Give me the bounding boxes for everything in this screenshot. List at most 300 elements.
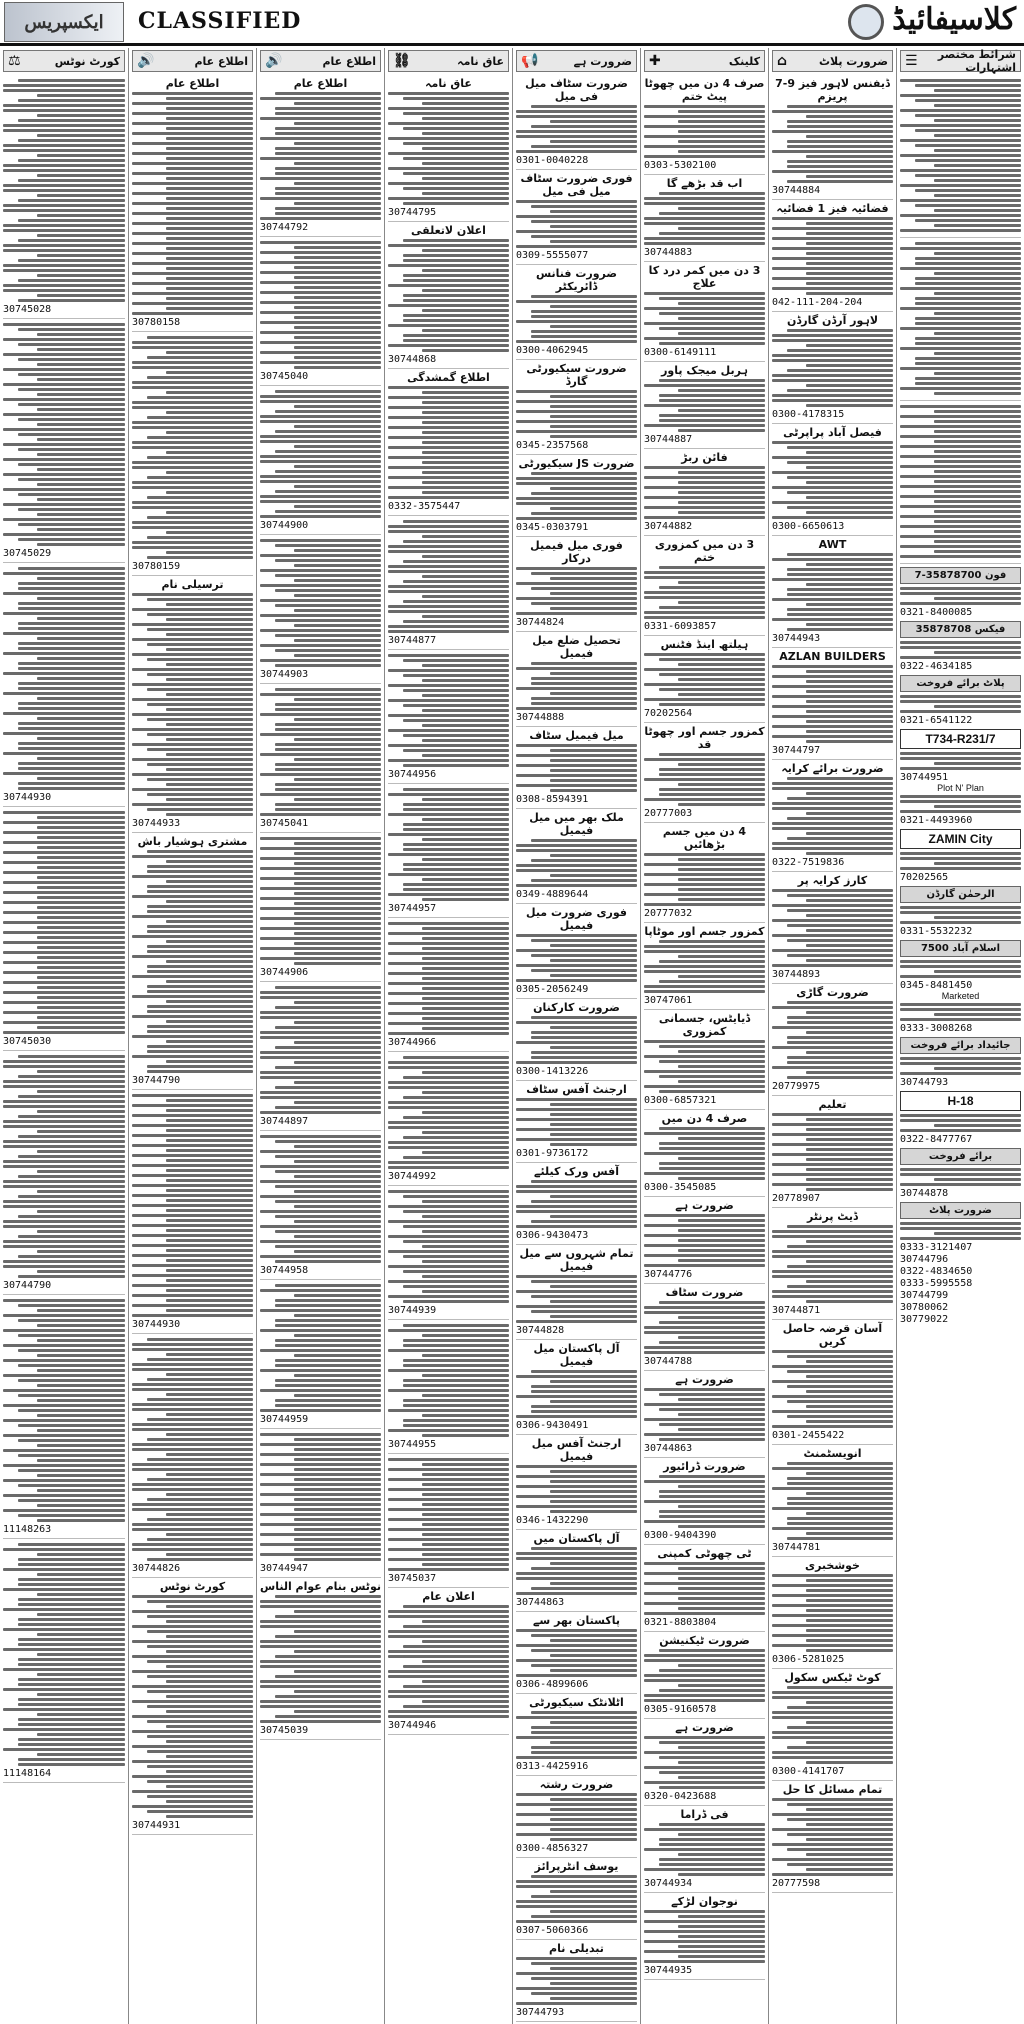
classified-ad [516, 632, 637, 727]
classified-ad [3, 563, 125, 807]
classified-ad [388, 516, 509, 650]
classified-ad [388, 1186, 509, 1320]
ad-heading: فوری ضرورت سٹاف میل فی میل [520, 172, 633, 198]
ad-heading: ضرورت ہے [675, 1373, 734, 1386]
ad-body-text [900, 1057, 1021, 1075]
ad-body-text [260, 92, 381, 220]
classified-ad [644, 1719, 765, 1806]
classified-ad [772, 1557, 893, 1669]
classified-ad [516, 1940, 637, 2022]
column-heading [260, 50, 381, 72]
ad-reference-number: 30747061 [644, 995, 693, 1006]
classified-ad [644, 536, 765, 636]
ad-reference-number: 30745041 [260, 818, 309, 829]
classified-ad [644, 1371, 765, 1458]
ad-body-text [516, 295, 637, 343]
ad-body-text [772, 889, 893, 967]
ad-body-text [516, 1098, 637, 1146]
classified-title-ur: کلاسیفائیڈ [892, 2, 1016, 37]
classified-ad [516, 170, 637, 265]
ad-body-text [772, 441, 893, 519]
ad-reference-number: 30744906 [260, 967, 309, 978]
ad-body-text [516, 390, 637, 438]
classified-ad [260, 1131, 381, 1280]
column-5 [384, 48, 512, 2024]
classified-ad [644, 1893, 765, 1980]
classified-ad [772, 1320, 893, 1445]
ad-heading: فوری میل فیمیل درکار [530, 539, 623, 565]
column-heading-text: اطلاع عام [194, 54, 248, 68]
ad-body-text [900, 695, 1021, 713]
column-heading [900, 50, 1021, 72]
ad-body-text [132, 1094, 253, 1317]
ad-heading: ڈیایٹس، جسمانی کمزوری [658, 1012, 751, 1038]
classified-ad [644, 75, 765, 175]
ad-reference-number: 30744959 [260, 1414, 309, 1425]
ad-body-text [900, 1003, 1021, 1021]
ad-reference-number: 30744943 [772, 633, 821, 644]
ad-reference-number: 30780062 [900, 1302, 949, 1313]
classified-ad [516, 537, 637, 632]
column-heading-text: کلینک [728, 54, 760, 68]
classified-ad [772, 1445, 893, 1557]
classified-ad [772, 648, 893, 760]
ad-body-text [644, 292, 765, 345]
ad-reference-number: 20779975 [772, 1081, 821, 1092]
ad-body-text [516, 1275, 637, 1323]
ad-body-text [3, 1543, 125, 1766]
classified-ad [516, 727, 637, 809]
classified-ad [772, 424, 893, 536]
section-band: پلاٹ برائے فروخت [900, 675, 1021, 692]
ad-reference-number: 30744933 [132, 818, 181, 829]
ad-reference-number: 30744828 [516, 1325, 565, 1336]
ad-body-text [388, 1056, 509, 1169]
ad-reference-number: 11148164 [3, 1768, 52, 1779]
ad-body-text [900, 1222, 1021, 1240]
ad-body-text [644, 466, 765, 519]
classified-ad [3, 807, 125, 1051]
classified-ad [132, 332, 253, 576]
ad-heading: لاہور آرڈن گارڈن [786, 314, 879, 327]
ad-body-text [772, 553, 893, 631]
ad-reference-number: 70202564 [644, 708, 693, 719]
ad-heading: اٹلانٹک سیکیورٹی [529, 1696, 624, 1709]
ad-heading: یوسف انٹرپرائز [534, 1860, 619, 1873]
ad-body-text [516, 1875, 637, 1923]
column-4 [512, 48, 640, 2024]
column-heading-text: ضرورت پلاٹ [818, 54, 888, 68]
ad-body-text [900, 641, 1021, 659]
ad-heading: ڈیفنس لاہور فیز 9-7 پریزم [775, 77, 890, 103]
ad-reference-number: 30744795 [388, 207, 437, 218]
ad-body-text [260, 539, 381, 667]
ad-reference-number: 30744871 [772, 1305, 821, 1316]
ad-reference-number: 0321-4493960 [900, 815, 973, 826]
ad-body-text [644, 1301, 765, 1354]
classified-ad [388, 369, 509, 516]
ad-reference-number: 0313-4425916 [516, 1761, 589, 1772]
ad-heading: فوری ضرورت میل فیمیل [526, 906, 627, 932]
ad-body-text [388, 239, 509, 352]
ad-reference-number: 0303-5302100 [644, 160, 717, 171]
ad-body-text [644, 853, 765, 906]
ad-body-text [3, 811, 125, 1034]
classified-ad [132, 1578, 253, 1835]
ad-body-text [260, 837, 381, 965]
ad-heading: نوٹس بنام عوام الناس [260, 1580, 381, 1593]
ad-reference-number: 0300-4856327 [516, 1843, 589, 1854]
ad-heading: اعلان عام [422, 1590, 475, 1603]
ad-reference-number: 0305-2056249 [516, 984, 589, 995]
ad-reference-number: 30744930 [3, 792, 52, 803]
ad-body-text [900, 752, 1021, 770]
ad-reference-number: 30744781 [772, 1542, 821, 1553]
classified-title-en: CLASSIFIED [138, 8, 302, 34]
section-band: فون 35878700-7 [900, 567, 1021, 584]
ad-body-text [388, 1324, 509, 1437]
section-band: فیکس 35878708 [900, 621, 1021, 638]
classified-ad [644, 362, 765, 449]
classified-ad [644, 1458, 765, 1545]
classified-ad [388, 1588, 509, 1735]
section-band: ضرورت پلاٹ [900, 1202, 1021, 1219]
house-icon: ⌂ [777, 53, 788, 69]
ad-body-text [644, 379, 765, 432]
ad-highlight-text: Marketed [941, 991, 980, 1001]
classified-ad [644, 1806, 765, 1893]
ad-heading: کوٹ ٹیکس سکول [784, 1671, 881, 1684]
ad-body-text [260, 1433, 381, 1561]
ad-body-text [516, 105, 637, 153]
ad-reference-number: 30744863 [516, 1597, 565, 1608]
classified-ad [260, 982, 381, 1131]
classified-ad [516, 1340, 637, 1435]
ad-body-text [772, 665, 893, 743]
ad-reference-number: 0322-7519836 [772, 857, 845, 868]
ad-body-text [132, 850, 253, 1073]
ad-body-text [900, 852, 1021, 870]
ad-body-text [388, 788, 509, 901]
ad-body-text [900, 906, 1021, 924]
classified-ad [644, 1284, 765, 1371]
ad-heading: فیصل آباد پراپرٹی [783, 426, 882, 439]
column-heading [132, 50, 253, 72]
ad-reference-number: 0332-3575447 [388, 501, 461, 512]
ad-reference-number: 30744931 [132, 1820, 181, 1831]
ad-reference-number: 30744934 [644, 1878, 693, 1889]
ad-reference-number: 0331-6093857 [644, 621, 717, 632]
ad-highlight-text: H-18 [900, 1091, 1021, 1111]
ad-reference-number: 11148263 [3, 1524, 52, 1535]
classified-ad [388, 784, 509, 918]
ad-reference-number: 30780158 [132, 317, 181, 328]
ad-heading: آفس ورک کیلئے [534, 1165, 619, 1178]
classified-ad [644, 723, 765, 823]
ad-reference-number: 30744956 [388, 769, 437, 780]
column-heading-text: ضرورت ہے [573, 54, 632, 68]
ad-body-text [260, 986, 381, 1114]
ad-body-text [3, 567, 125, 790]
classified-ad [644, 1010, 765, 1110]
ad-heading: AWT [818, 538, 847, 551]
ad-heading: ضرورت کارکنان [533, 1001, 620, 1014]
newspaper-logo: ایکسپریس [4, 2, 124, 42]
ad-body-text [388, 386, 509, 499]
ad-body-text [644, 1475, 765, 1528]
classified-ad [3, 75, 125, 319]
classified-ad [388, 1320, 509, 1454]
classified-ad [388, 1052, 509, 1186]
classified-ad [3, 1295, 125, 1539]
classified-ad [260, 535, 381, 684]
ad-reference-number: 20777598 [772, 1878, 821, 1889]
column-heading [388, 50, 509, 72]
ad-body-text [644, 753, 765, 806]
ad-body-text [900, 795, 1021, 813]
classified-ad [644, 1197, 765, 1284]
ad-reference-number: 0322-4834650 [900, 1266, 973, 1277]
speaker-icon: 🔊 [137, 53, 155, 69]
ad-reference-number: 0300-6857321 [644, 1095, 717, 1106]
classified-ad [388, 75, 509, 222]
list-icon: ☰ [905, 53, 918, 69]
ad-reference-number: 30744878 [900, 1188, 949, 1199]
ad-heading: فضائیہ فیز 1 فضائیہ [776, 202, 889, 215]
ad-heading: خوشخبری [805, 1559, 860, 1572]
ad-body-text [516, 1957, 637, 2005]
classified-ad [516, 904, 637, 999]
ad-reference-number: 30744957 [388, 903, 437, 914]
ad-reference-number: 30744955 [388, 1439, 437, 1450]
ad-body-text [772, 1113, 893, 1191]
ad-heading: کارز کرایہ پر [797, 874, 868, 887]
column-heading [644, 50, 765, 72]
ad-body-text [132, 92, 253, 315]
column-8 [0, 48, 128, 2024]
ad-heading: تعلیم [818, 1098, 847, 1111]
ad-body-text [516, 1465, 637, 1513]
classified-ad [516, 809, 637, 904]
ad-reference-number: 0306-5281025 [772, 1654, 845, 1665]
ad-body-text [388, 1458, 509, 1571]
ad-reference-number: 0300-4141707 [772, 1766, 845, 1777]
ad-heading: آسان قرضہ حاصل کریں [782, 1322, 883, 1348]
ad-reference-number: 0309-5555077 [516, 250, 589, 261]
classified-ad [644, 1110, 765, 1197]
ad-heading: نوجوان لڑکے [671, 1895, 738, 1908]
ad-heading: تمام مسائل کا حل [782, 1783, 883, 1796]
ad-body-text [260, 390, 381, 518]
classified-ad [132, 1334, 253, 1578]
ad-body-text [388, 1605, 509, 1718]
medical-icon: ✚ [649, 53, 661, 69]
ad-body-text [644, 566, 765, 619]
classified-ad [388, 650, 509, 784]
ad-body-text [388, 654, 509, 767]
ad-reference-number: 0320-0423688 [644, 1791, 717, 1802]
ad-reference-number: 30744797 [772, 745, 821, 756]
ad-heading: ڈیٹ پرنٹر [807, 1210, 858, 1223]
ad-heading: ہیلتھ اینڈ فٹنس [660, 638, 749, 651]
classified-ad [516, 1612, 637, 1694]
classified-ad [900, 401, 1021, 564]
ad-heading: ضرورت فنانس ڈائریکٹر [535, 267, 618, 293]
ad-heading: انویسٹمنٹ [803, 1447, 862, 1460]
ad-reference-number: 30745039 [260, 1725, 309, 1736]
ad-heading: ارجنٹ آفس سٹاف [526, 1083, 627, 1096]
classified-columns [0, 48, 1024, 2018]
ad-body-text [644, 1040, 765, 1093]
classified-ad [772, 1096, 893, 1208]
ad-reference-number: 30744826 [132, 1563, 181, 1574]
ad-reference-number: 30745029 [3, 548, 52, 559]
ad-body-text [772, 1686, 893, 1764]
ad-heading: ضرورت رشتہ [539, 1778, 614, 1791]
ad-reference-number: 0306-4899606 [516, 1679, 589, 1690]
ad-reference-number: 30744792 [260, 222, 309, 233]
classified-ad [132, 833, 253, 1090]
ad-heading: میل فیمیل سٹاف [529, 729, 624, 742]
ad-heading: ضرورت برائے کرایہ [781, 762, 884, 775]
magnifier-icon [848, 4, 884, 40]
classified-ad [260, 1578, 381, 1740]
classified-ad [260, 75, 381, 237]
ad-body-text [772, 1798, 893, 1876]
ad-body-text [772, 329, 893, 407]
ad-reference-number: 042-111-204-204 [772, 297, 863, 308]
section-band: جائیداد برائے فروخت [900, 1037, 1021, 1054]
column-heading-text: کورٹ نوٹس [54, 54, 120, 68]
ad-reference-number: 0331-5532232 [900, 926, 973, 937]
chain-icon: ⛓ [393, 53, 411, 69]
ad-body-text [3, 1299, 125, 1522]
ad-reference-number: 30744992 [388, 1171, 437, 1182]
classified-ad [516, 360, 637, 455]
ad-body-text [900, 960, 1021, 978]
section-band: الرحمٰن گارڈن [900, 886, 1021, 903]
ad-reference-number: 0322-4634185 [900, 661, 973, 672]
column-2 [768, 48, 896, 2024]
ad-heading: ترسیلی نام [161, 578, 224, 591]
ad-heading: تحصیل ضلع میل فیمیل [532, 634, 621, 660]
ad-body-text [3, 323, 125, 546]
ad-reference-number: 0321-6541122 [900, 715, 973, 726]
classified-ad [388, 1454, 509, 1588]
classified-ad [260, 237, 381, 386]
ad-heading: ملک بھر میں میل فیمیل [529, 811, 624, 837]
classified-ad [644, 923, 765, 1010]
ad-body-text [516, 567, 637, 615]
ad-body-text [772, 777, 893, 855]
ad-reference-number: 0300-4062945 [516, 345, 589, 356]
ad-heading: صرف 4 دن میں چھوٹا پیٹ ختم [644, 77, 765, 103]
classified-ad [132, 576, 253, 833]
classified-ad [516, 1163, 637, 1245]
ad-reference-number: 30744868 [388, 354, 437, 365]
classified-ad [132, 1090, 253, 1334]
ad-reference-number: 30744900 [260, 520, 309, 531]
ad-reference-number: 30744884 [772, 185, 821, 196]
speaker-icon: 🔊 [265, 53, 283, 69]
ad-body-text [516, 472, 637, 520]
ad-body-text [900, 79, 1021, 232]
ad-body-text [3, 1055, 125, 1278]
ad-reference-number: 30744788 [644, 1356, 693, 1367]
ad-reference-number: 30744877 [388, 635, 437, 646]
ad-body-text [260, 1135, 381, 1263]
classified-ad [3, 1539, 125, 1783]
ad-body-text [516, 662, 637, 710]
ad-body-text [900, 242, 1021, 395]
ad-heading: تمام شہروں سے میل فیمیل [519, 1247, 634, 1273]
ad-body-text [516, 1370, 637, 1418]
classified-ad [644, 823, 765, 923]
ad-heading: آل پاکستان میل فیمیل [533, 1342, 620, 1368]
ad-body-text [132, 336, 253, 559]
ad-reference-number: 70202565 [900, 872, 949, 883]
ad-reference-number: 30744966 [388, 1037, 437, 1048]
ad-reference-number: 0322-8477767 [900, 1134, 973, 1145]
ad-body-text [644, 1823, 765, 1876]
ad-body-text [516, 839, 637, 887]
section-band: اسلام آباد 7500 [900, 940, 1021, 957]
ad-reference-number: 30744882 [644, 521, 693, 532]
ad-reference-number: 30744776 [644, 1269, 693, 1280]
classified-ad [516, 1530, 637, 1612]
ad-reference-number: 30744796 [900, 1254, 949, 1265]
column-heading [516, 50, 637, 72]
ad-body-text [772, 217, 893, 295]
classified-ad [516, 455, 637, 537]
ad-heading: 3 دن میں کمزوری ختم [654, 538, 755, 564]
ad-body-text [644, 940, 765, 993]
ad-body-text [516, 1793, 637, 1841]
ad-body-text [260, 1595, 381, 1723]
classified-ad [260, 1280, 381, 1429]
ad-body-text [900, 1114, 1021, 1132]
ad-reference-number: 0321-8400085 [900, 607, 973, 618]
ad-reference-number: 0333-3121407 [900, 1242, 973, 1253]
ad-reference-number: 30744824 [516, 617, 565, 628]
ad-body-text [644, 192, 765, 245]
ad-reference-number: 30744893 [772, 969, 821, 980]
megaphone-icon: 📢 [521, 53, 539, 69]
court-icon: ⚖ [8, 53, 21, 69]
column-heading-text: اطلاع عام [322, 54, 376, 68]
ad-body-text [644, 1388, 765, 1441]
ad-heading: ضرورت ڈرائیور [663, 1460, 746, 1473]
classified-ad [260, 386, 381, 535]
ad-heading: اطلاع عام [165, 77, 220, 90]
ad-reference-number: 30745037 [388, 1573, 437, 1584]
ad-reference-number: 0301-9736172 [516, 1148, 589, 1159]
ad-reference-number: 30744897 [260, 1116, 309, 1127]
ad-body-text [3, 79, 125, 302]
classified-ad [516, 1245, 637, 1340]
ad-body-text [644, 1214, 765, 1267]
classified-ad [516, 1694, 637, 1776]
classified-ad [3, 319, 125, 563]
ad-reference-number: 0301-2455422 [772, 1430, 845, 1441]
ad-heading: ضرورت گاڑی [796, 986, 869, 999]
column-heading-text: عاق نامہ [457, 54, 504, 68]
ad-reference-number: 30745040 [260, 371, 309, 382]
ad-body-text [644, 1562, 765, 1615]
ad-reference-number: 0306-9430491 [516, 1420, 589, 1431]
ad-reference-number: 30744958 [260, 1265, 309, 1276]
ad-reference-number: 30744939 [388, 1305, 437, 1316]
